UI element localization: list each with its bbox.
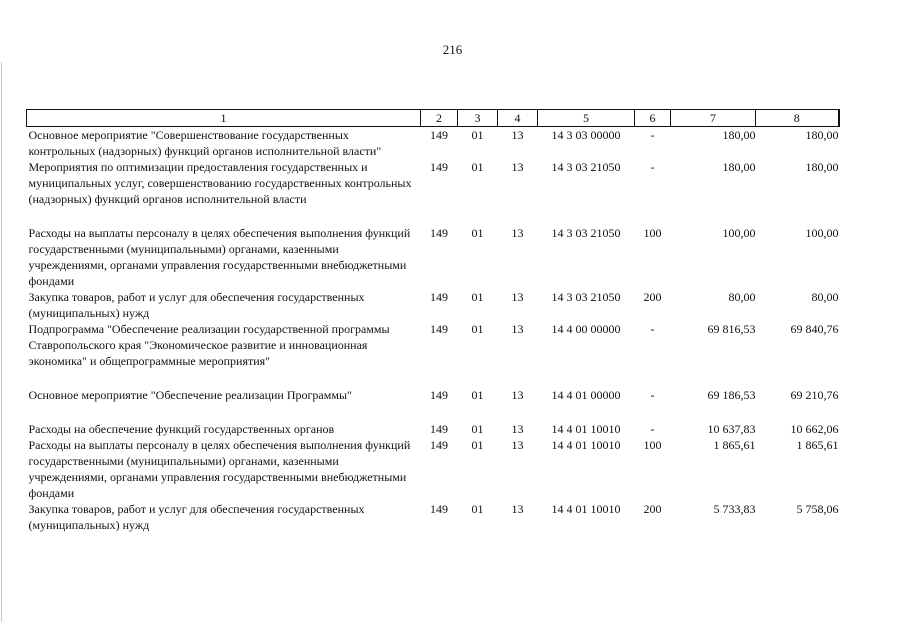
row-col-2: 149 [430,438,448,452]
header-col-2: 2 [421,110,458,127]
row-col-2: 149 [430,128,448,142]
header-col-8: 8 [756,110,839,127]
row-col-8: 80,00 [811,290,839,304]
row-col-7: 180,00 [722,128,756,142]
row-col-4: 13 [511,502,524,516]
row-name: Закупка товаров, работ и услуг для обеспечения государственных (муниципальных) нужд [28,290,365,320]
row-col-4: 13 [511,160,524,174]
row-col-7: 100,00 [722,226,756,240]
row-col-6: - [650,388,655,402]
row-col-3: 01 [471,438,484,452]
row-name: Мероприятия по оптимизации предоставления государственных и муниципальных услуг, совершенствованию государственных контрольных (надзорных) функций органов исполнительной власти [28,160,412,206]
row-col-2: 149 [430,290,448,304]
row-col-7: 80,00 [728,290,756,304]
row-col-8: 69 840,76 [790,322,839,336]
row-col-4: 13 [511,128,524,142]
row-col-4: 13 [511,290,524,304]
table-row [27,289,839,321]
row-col-5: 14 4 01 10010 [551,502,621,516]
header-col-7: 7 [671,110,756,127]
table-row [27,127,839,160]
row-col-4: 13 [511,226,524,240]
row-col-8: 1 865,61 [796,438,839,452]
row-col-4: 13 [511,388,524,402]
row-col-6: 200 [643,290,662,304]
row-col-3: 01 [471,128,484,142]
header-col-3: 3 [458,110,498,127]
row-col-4: 13 [511,438,524,452]
row-col-5: 14 4 01 10010 [551,438,621,452]
row-name: Основное мероприятие "Совершенствование государственных контрольных (надзорных) функций органов исполнительной власти" [28,128,382,158]
row-col-6: 100 [643,438,662,452]
row-col-5: 14 4 00 00000 [551,322,621,336]
row-col-3: 01 [471,388,484,402]
row-col-7: 5 733,83 [713,502,756,516]
row-col-8: 69 210,76 [790,388,839,402]
row-col-8: 180,00 [805,160,839,174]
table-row [27,159,839,225]
row-col-6: - [650,160,655,174]
row-name: Расходы на выплаты персоналу в целях обеспечения выполнения функций государственными (муниципальными) органами, казенными учреждениями, органами управления государственными внебюджетными фондами [28,226,411,288]
row-col-6: - [650,422,655,436]
header-col-4: 4 [498,110,538,127]
row-col-2: 149 [430,388,448,402]
row-col-5: 14 4 01 10010 [551,422,621,436]
row-col-2: 149 [430,322,448,336]
row-col-5: 14 4 01 00000 [551,388,621,402]
row-col-6: 100 [643,226,662,240]
budget-table [26,109,840,533]
row-col-2: 149 [430,502,448,516]
row-name: Расходы на выплаты персоналу в целях обеспечения выполнения функций государственными (муниципальными) органами, казенными учреждениями, органами управления государственными внебюджетными фондами [28,438,411,500]
row-col-2: 149 [430,226,448,240]
row-col-5: 14 3 03 00000 [551,128,621,142]
row-col-4: 13 [511,422,524,436]
page-number: 216 [442,42,463,57]
table-row [27,387,839,421]
row-col-3: 01 [471,226,484,240]
row-col-2: 149 [430,422,448,436]
row-col-7: 1 865,61 [713,438,756,452]
row-col-3: 01 [471,290,484,304]
row-col-7: 10 637,83 [707,422,756,436]
row-col-3: 01 [471,422,484,436]
row-name: Закупка товаров, работ и услуг для обеспечения государственных (муниципальных) нужд [28,502,365,532]
table-row [27,501,839,533]
row-col-7: 69 816,53 [707,322,756,336]
row-name: Подпрограмма "Обеспечение реализации государственной программы Ставропольского края "Экономическое развитие и инновационная экономика" и общепрограммные мероприятия" [28,322,390,368]
row-col-3: 01 [471,160,484,174]
row-col-7: 69 186,53 [707,388,756,402]
header-col-1: 1 [27,110,421,127]
row-col-5: 14 3 03 21050 [551,290,621,304]
row-col-5: 14 3 03 21050 [551,226,621,240]
row-col-4: 13 [511,322,524,336]
row-col-6: - [650,128,655,142]
table-row [27,437,839,501]
row-col-8: 10 662,06 [790,422,839,436]
row-col-7: 180,00 [722,160,756,174]
row-col-8: 180,00 [805,128,839,142]
row-col-6: 200 [643,502,662,516]
row-col-8: 5 758,06 [796,502,839,516]
row-col-2: 149 [430,160,448,174]
table-header-row [27,110,839,127]
row-name: Расходы на обеспечение функций государственных органов [28,422,335,436]
header-col-5: 5 [538,110,635,127]
row-col-6: - [650,322,655,336]
header-col-6: 6 [635,110,671,127]
table-row [27,321,839,387]
row-col-5: 14 3 03 21050 [551,160,621,174]
table-row [27,421,839,437]
row-name: Основное мероприятие "Обеспечение реализации Программы" [28,388,352,402]
page-margin-line [1,62,2,622]
row-col-3: 01 [471,322,484,336]
row-col-8: 100,00 [805,226,839,240]
row-col-3: 01 [471,502,484,516]
table-row [27,225,839,289]
